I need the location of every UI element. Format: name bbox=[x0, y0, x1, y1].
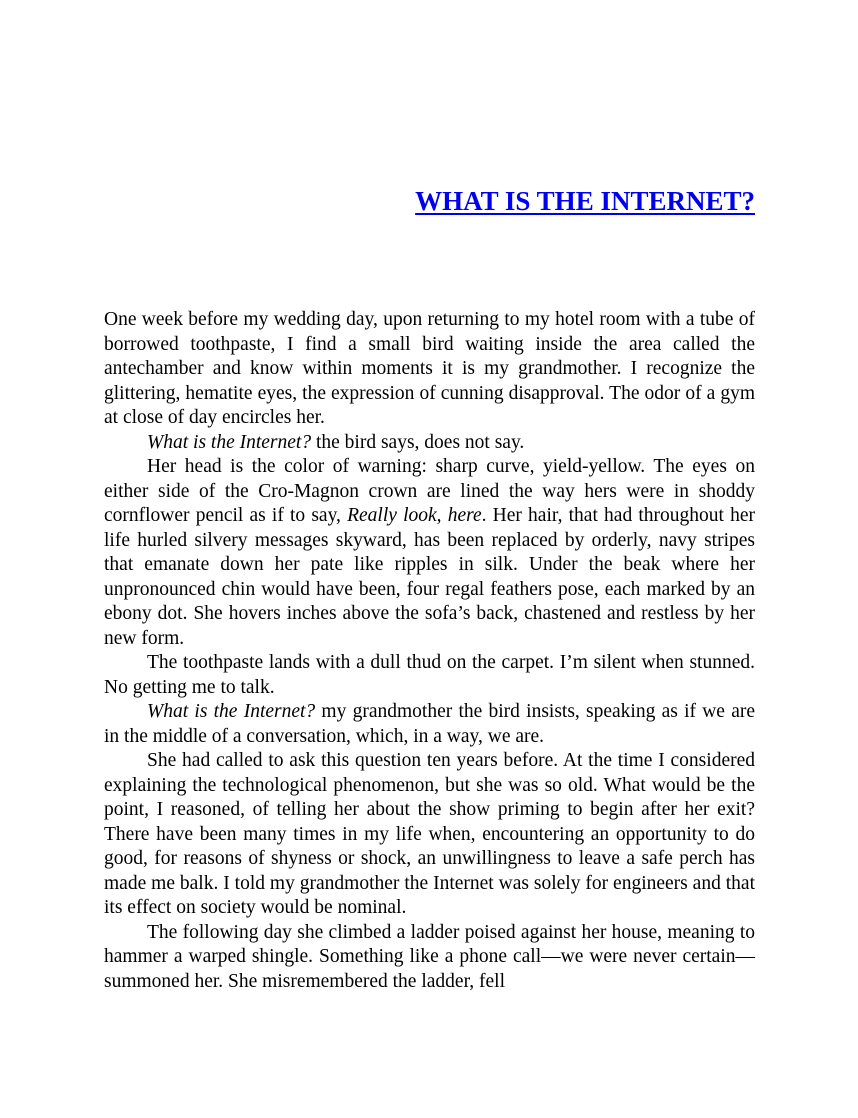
paragraph-7 bbox=[104, 921, 755, 995]
italic-phrase: What is the Internet? bbox=[147, 431, 312, 453]
paragraph-text: The toothpaste lands with a dull thud on the carpet. I’m silent when stunned. No getting me to talk. bbox=[104, 652, 755, 698]
chapter-body bbox=[104, 308, 755, 994]
italic-phrase: What is the Internet? bbox=[147, 701, 316, 722]
italic-phrase: Really look, here bbox=[347, 505, 482, 526]
paragraph-3 bbox=[104, 455, 755, 651]
paragraph-text: She had called to ask this question ten years before. At the time I considered explaining the technological phenomenon, but she was so old. What would be the point, I reasoned, of telling her about the show priming to begin after her exit? There have been many times in my life when, encountering an opportunity to do good, for reasons of shyness or shock, an unwillingness to leave a safe perch has made me balk. I told my grandmother the Internet was solely for engineers and that its effect on society would be nominal. bbox=[104, 750, 755, 918]
chapter-heading bbox=[104, 186, 755, 217]
paragraph-text: The following day she climbed a ladder poised against her house, meaning to hammer a warped shingle. Something like a phone call—we were never certain—summoned her. She misremembered the ladder, fell bbox=[104, 921, 755, 992]
paragraph-4 bbox=[104, 651, 755, 700]
paragraph-text: One week before my wedding day, upon returning to my hotel room with a tube of borrowed toothpaste, I find a small bird waiting inside the area called the antechamber and know within moments it is my grandmother. I recognize the glittering, hematite eyes, the expression of cunning disapproval. The odor of a gym at close of day encircles her. bbox=[104, 309, 755, 428]
paragraph-text: Her head is the color of warning: sharp curve, yield-yellow. The eyes on either side of the Cro-Magnon crown are lined the way hers were in shoddy cornflower pencil as if to say, bbox=[104, 456, 755, 526]
paragraph-1 bbox=[104, 308, 755, 431]
paragraph-text: the bird says, does not say. bbox=[311, 431, 525, 453]
chapter-title-link[interactable]: WHAT IS THE INTERNET? bbox=[415, 186, 755, 216]
paragraph-text: . Her hair, that had throughout her life hurled silvery messages skyward, has been replaced by orderly, navy stripes that emanate down her pate like ripples in silk. Under the beak where her unpronounced chin would have been, four regal feathers pose, each marked by an ebony dot. She hovers inches above the sofa’s back, chastened and restless by her new form. bbox=[104, 505, 755, 649]
paragraph-6 bbox=[104, 749, 755, 921]
paragraph-5 bbox=[104, 700, 755, 749]
paragraph-text: my grandmother the bird insists, speaking as if we are in the middle of a conversation, which, in a way, we are. bbox=[104, 701, 755, 747]
paragraph-2 bbox=[104, 431, 755, 456]
